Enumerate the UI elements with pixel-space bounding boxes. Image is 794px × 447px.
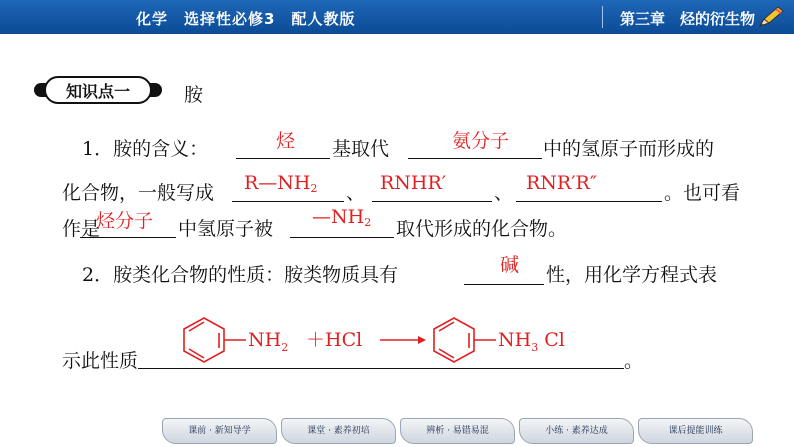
- nav-button-3[interactable]: 辨析 · 易错易混: [400, 418, 515, 444]
- badge-label: 知识点一: [65, 82, 130, 101]
- answer-3: $R—NH_2$: [244, 172, 318, 195]
- answer-7: $—NH_2$: [312, 206, 372, 229]
- header-divider: [602, 6, 603, 28]
- blank-2: [408, 158, 542, 159]
- answer-8: 碱: [500, 254, 520, 276]
- q1-line2-suffix: 。也可看: [664, 182, 741, 204]
- chapter-title: 第三章 烃的衍生物: [620, 10, 756, 28]
- q1-line1-prefix: 1．胺的含义：: [82, 138, 209, 160]
- q2-line2-prefix: 示此性质: [62, 350, 139, 372]
- chemical-equation: [172, 312, 592, 366]
- q2-line1-prefix: 2．胺类化合物的性质：胺类物质具有: [82, 264, 399, 286]
- q1-line3-prefix: 作是: [62, 218, 101, 240]
- reaction-arrow: [380, 336, 426, 344]
- reagent-hcl: ＋HCl: [306, 329, 363, 351]
- blank-1: [236, 158, 330, 159]
- answer-6: 烃分子: [96, 210, 154, 232]
- answer-1: 烃: [276, 130, 296, 152]
- nav-button-4[interactable]: 小练 · 素养达成: [519, 418, 634, 444]
- product-group: $NH_3$ Cl: [498, 329, 565, 354]
- blank-8: [464, 284, 544, 285]
- nav-button-2[interactable]: 课堂 · 素养初培: [281, 418, 396, 444]
- knowledge-point-badge: [34, 76, 162, 104]
- nav-button-5[interactable]: 课后提能训练: [638, 418, 753, 444]
- answer-5: RNR′R″: [526, 172, 597, 194]
- course-title: 化学 选择性必修3 配人教版: [136, 10, 356, 28]
- q1-line3-suffix: 取代形成的化合物。: [396, 218, 568, 240]
- section-title: 胺: [184, 84, 204, 106]
- benzene-ring-product: [434, 318, 496, 362]
- q1-line2-sep2: 、: [494, 182, 514, 204]
- q1-line1-mid: 基取代: [332, 138, 390, 160]
- q1-line2-prefix: 化合物，一般写成: [62, 182, 215, 204]
- header-bar: [0, 0, 794, 34]
- answer-2: 氨分子: [452, 130, 510, 152]
- pencil-icon: [756, 5, 786, 29]
- q2-line1-suffix: 性，用化学方程式表: [546, 264, 718, 286]
- blank-3: [232, 201, 344, 202]
- q2-line2-suffix: 。: [624, 350, 644, 372]
- benzene-ring-reactant: [184, 318, 246, 362]
- reactant-group: $NH_2$: [248, 329, 289, 354]
- nav-button-1[interactable]: 课前 · 新知导学: [162, 418, 277, 444]
- q1-line2-sep1: 、: [346, 182, 366, 204]
- blank-5: [516, 201, 662, 202]
- q1-line1-suffix: 中的氢原子而形成的: [543, 138, 715, 160]
- blank-9: [138, 368, 624, 369]
- blank-6: [80, 237, 176, 238]
- blank-4: [372, 201, 492, 202]
- q1-line3-mid: 中氢原子被: [178, 218, 274, 240]
- bottom-nav: [0, 414, 794, 447]
- blank-7: [290, 237, 394, 238]
- answer-4: RNHR′: [380, 172, 447, 194]
